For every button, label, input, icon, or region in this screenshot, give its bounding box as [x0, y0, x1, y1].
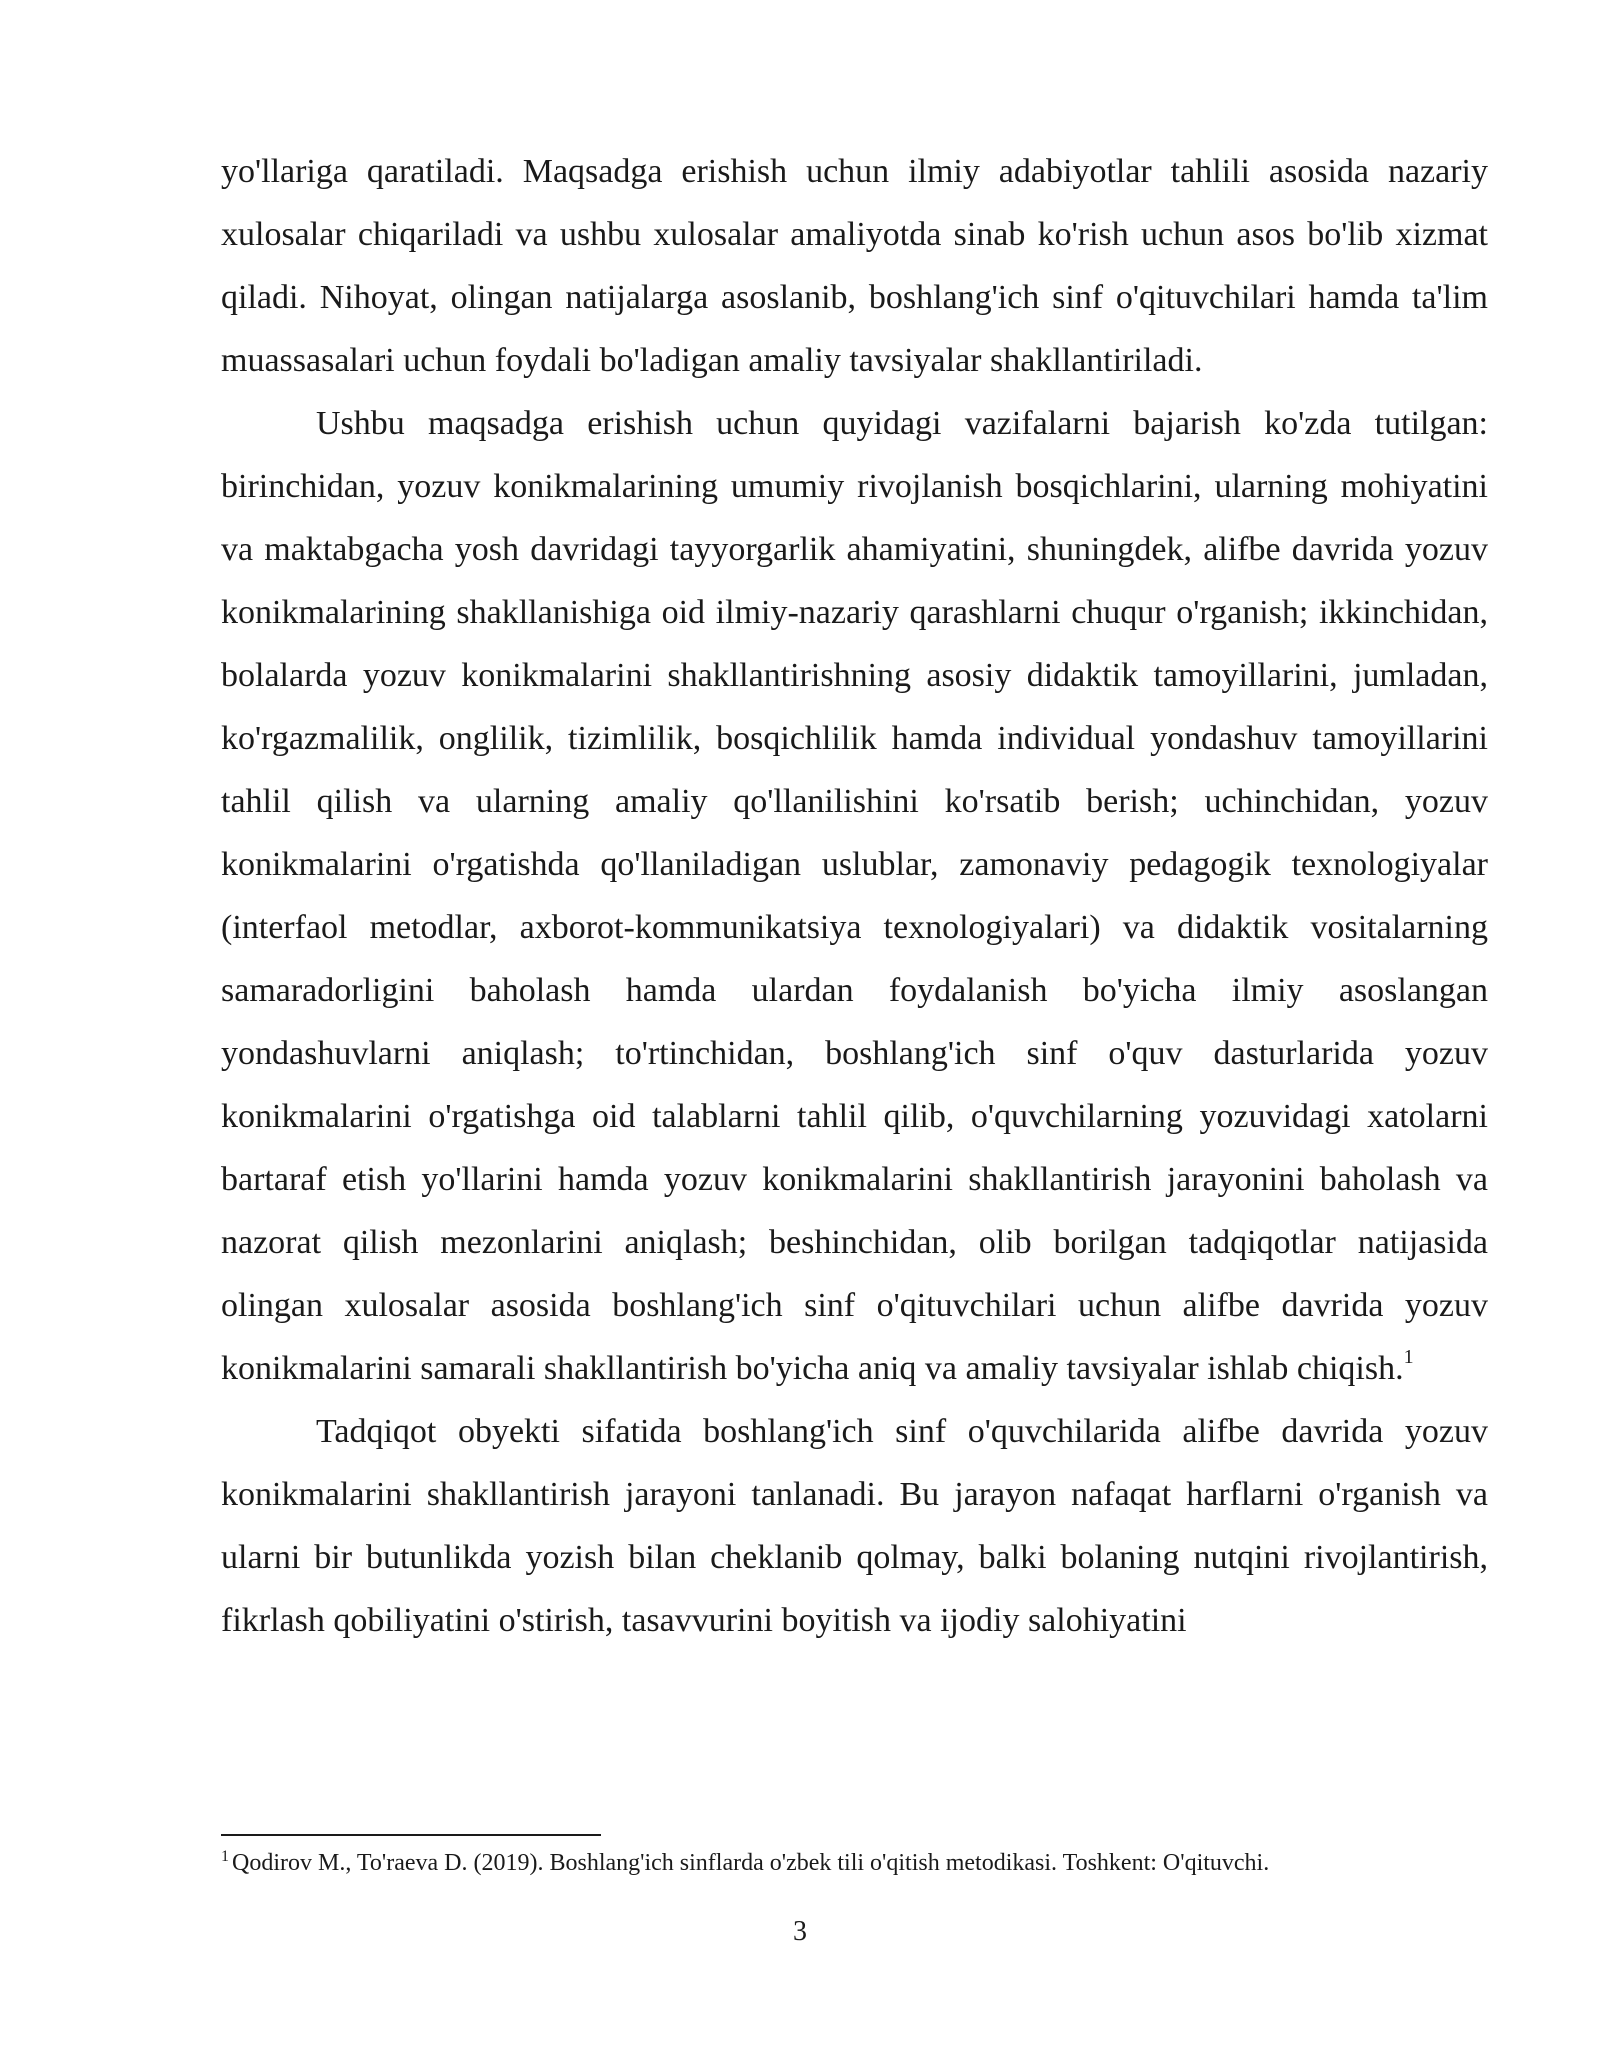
footnote-reference[interactable]: 1: [1403, 1346, 1414, 1368]
footnote-marker: 1: [221, 1848, 229, 1865]
paragraph-2: [221, 392, 1488, 1400]
paragraph-3-text: Tadqiqot obyekti sifatida boshlang'ich sinf o'quvchilarida alifbe davrida yozuv konikmalarini shakllantirish jarayoni tanlanadi. Bu jarayon nafaqat harflarni o'rganish va ularni bir butunlikda yozish bilan cheklanib qolmay, balki bolaning nutqini rivojlantirish, fikrlash qobiliyatini o'stirish, tasavvurini boyitish va ijodiy salohiyatini: [221, 1413, 1488, 1639]
footnote-separator: [221, 1834, 601, 1836]
footnote: [221, 1846, 1488, 1880]
paragraph-1-text: yo'llariga qaratiladi. Maqsadga erishish uchun ilmiy adabiyotlar tahlili asosida nazariy xulosalar chiqariladi va ushbu xulosalar amaliyotda sinab ko'rish uchun asos bo'lib xizmat qiladi. Nihoyat, olingan natijalarga asoslanib, boshlang'ich sinf o'qituvchilari hamda ta'lim muassasalari uchun foydali bo'ladigan amaliy tavsiyalar shakllantiriladi.: [221, 153, 1488, 379]
body-text: [221, 140, 1488, 1652]
footnote-text: Qodirov M., To'raeva D. (2019). Boshlang'ich sinflarda o'zbek tili o'qitish metodikasi. Toshkent: O'qituvchi.: [232, 1850, 1270, 1876]
paragraph-3: [221, 1400, 1488, 1652]
page-number: 3: [793, 1916, 807, 1947]
paragraph-1: [221, 140, 1488, 392]
paragraph-2-text: Ushbu maqsadga erishish uchun quyidagi vazifalarni bajarish ko'zda tutilgan: birinchidan, yozuv konikmalarining umumiy rivojlanish bosqichlarini, ularning mohiyatini va maktabgacha yosh davridagi tayyorgarlik ahamiyatini, shuningdek, alifbe davrida yozuv konikmalarining shakllanishiga oid ilmiy-nazariy qarashlarni chuqur o'rganish; ikkinchidan, bolalarda yozuv konikmalarini shakllantirishning asosiy didaktik tamoyillarini, jumladan, ko'rgazmalilik, onglilik, tizimlilik, bosqichlilik hamda individual yondashuv tamoyillarini tahlil qilish va ularning amaliy qo'llanilishini ko'rsatib berish; uchinchidan, yozuv konikmalarini o'rgatishda qo'llaniladigan uslublar, zamonaviy pedagogik texnologiyalar (interfaol metodlar, axborot-kommunikatsiya texnologiyalari) va didaktik vositalarning samaradorligini baholash hamda ulardan foydalanish bo'yicha ilmiy asoslangan yondashuvlarni aniqlash; to'rtinchidan, boshlang'ich sinf o'quv dasturlarida yozuv konikmalarini o'rgatishga oid talablarni tahlil qilib, o'quvchilarning yozuvidagi xatolarni bartaraf etish yo'llarini hamda yozuv konikmalarini shakllantirish jarayonini baholash va nazorat qilish mezonlarini aniqlash; beshinchidan, olib borilgan tadqiqotlar natijasida olingan xulosalar asosida boshlang'ich sinf o'qituvchilari uchun alifbe davrida yozuv konikmalarini samarali shakllantirish bo'yicha aniq va amaliy tavsiyalar ishlab chiqish.: [221, 405, 1488, 1387]
